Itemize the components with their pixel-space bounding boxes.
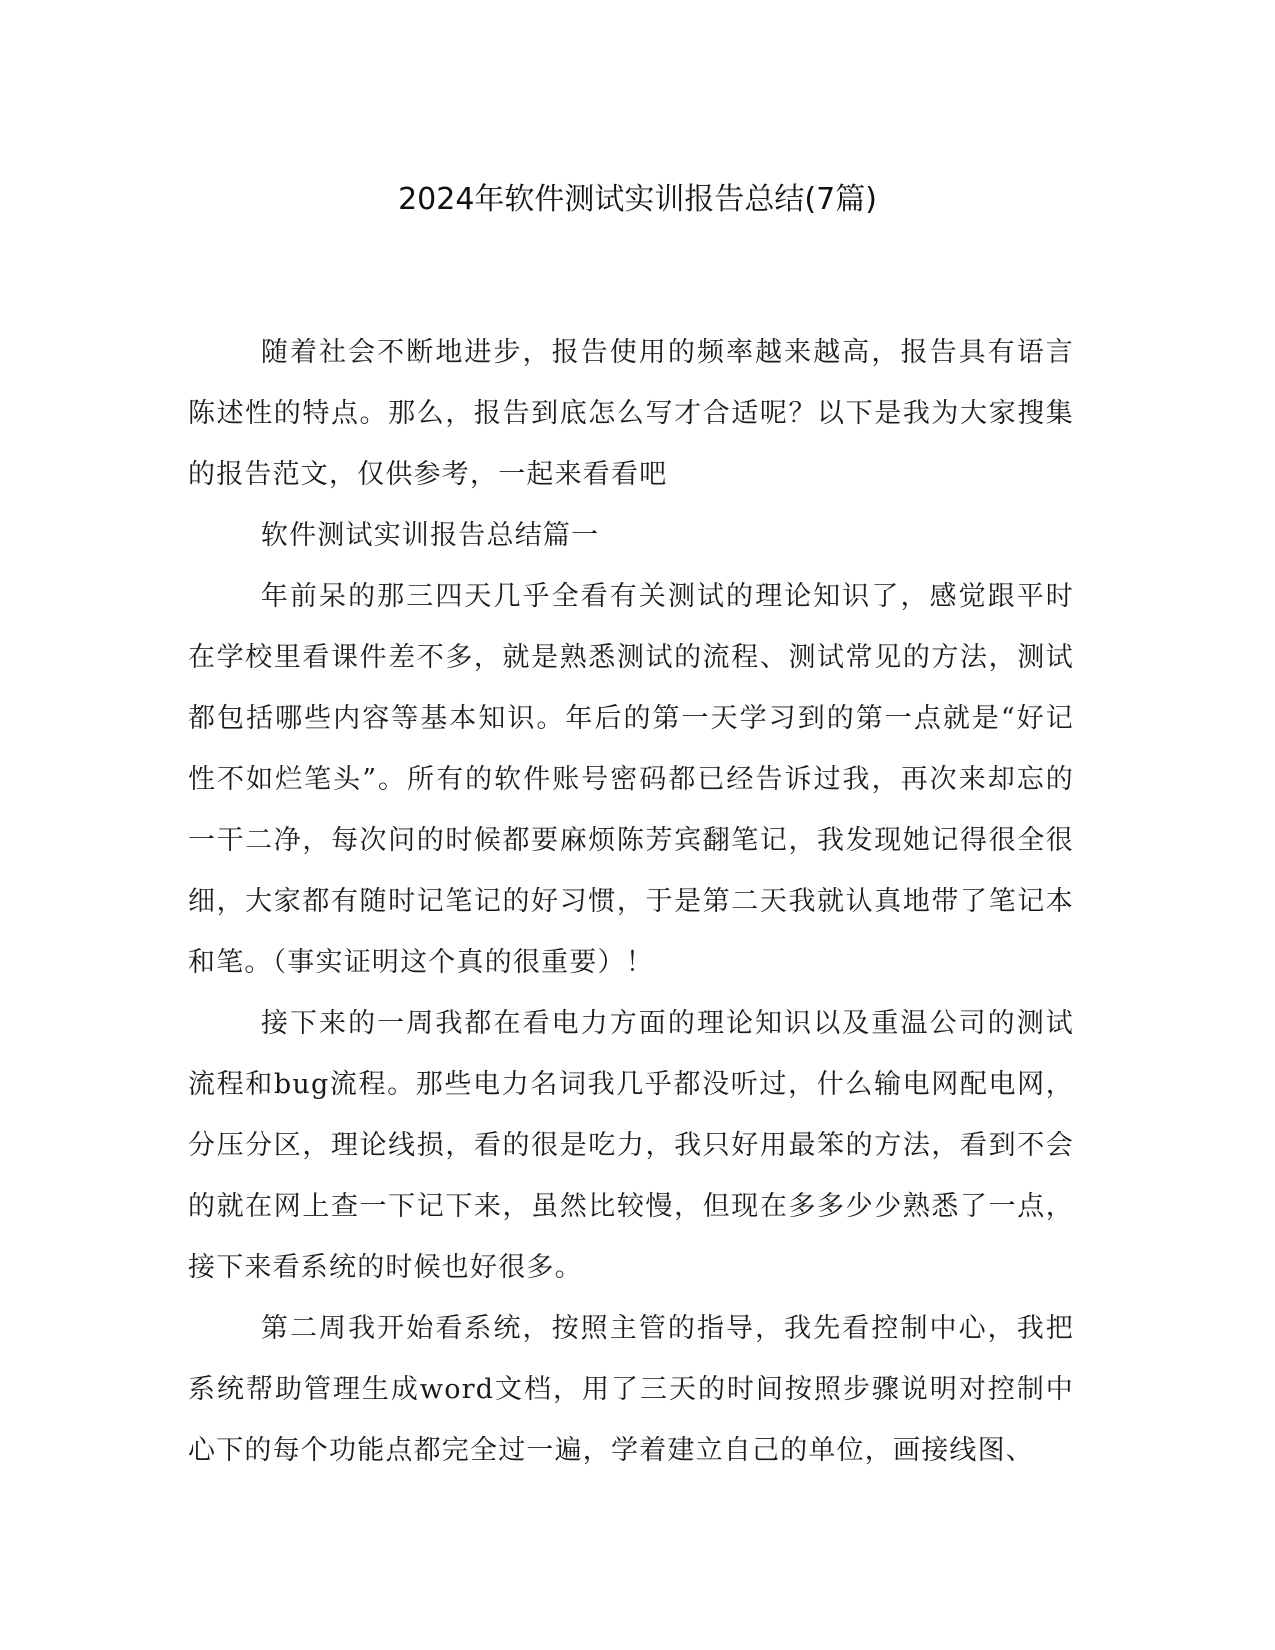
document-body (188, 322, 1074, 1481)
body-paragraph: 年前呆的那三四天几乎全看有关测试的理论知识了，感觉跟平时在学校里看课件差不多，就是熟悉测试的流程、测试常见的方法，测试都包括哪些内容等基本知识。年后的第一天学习到的第一点就是“好记性不如烂笔头”。所有的软件账号密码都已经告诉过我，再次来却忘的一干二净，每次问的时候都要麻烦陈芳宾翻笔记，我发现她记得很全很细，大家都有随时记笔记的好习惯，于是第二天我就认真地带了笔记本和笔。（事实证明这个真的很重要）！ (188, 581, 1074, 978)
document-title: 2024年软件测试实训报告总结(7篇) (398, 182, 877, 217)
body-paragraph: 接下来的一周我都在看电力方面的理论知识以及重温公司的测试流程和bug流程。那些电力名词我几乎都没听过，什么输电网配电网，分压分区，理论线损，看的很是吃力，我只好用最笨的方法，看到不会的就在网上查一下记下来，虽然比较慢，但现在多多少少熟悉了一点，接下来看系统的时候也好很多。 (188, 1008, 1074, 1283)
section-heading: 软件测试实训报告总结篇一 (260, 520, 600, 551)
intro-paragraph: 随着社会不断地进步，报告使用的频率越来越高，报告具有语言陈述性的特点。那么，报告到底怎么写才合适呢？以下是我为大家搜集的报告范文，仅供参考，一起来看看吧 (188, 337, 1074, 490)
body-paragraph: 第二周我开始看系统，按照主管的指导，我先看控制中心，我把系统帮助管理生成word文档，用了三天的时间按照步骤说明对控制中心下的每个功能点都完全过一遍，学着建立自己的单位，画接线图、 (188, 1313, 1074, 1466)
